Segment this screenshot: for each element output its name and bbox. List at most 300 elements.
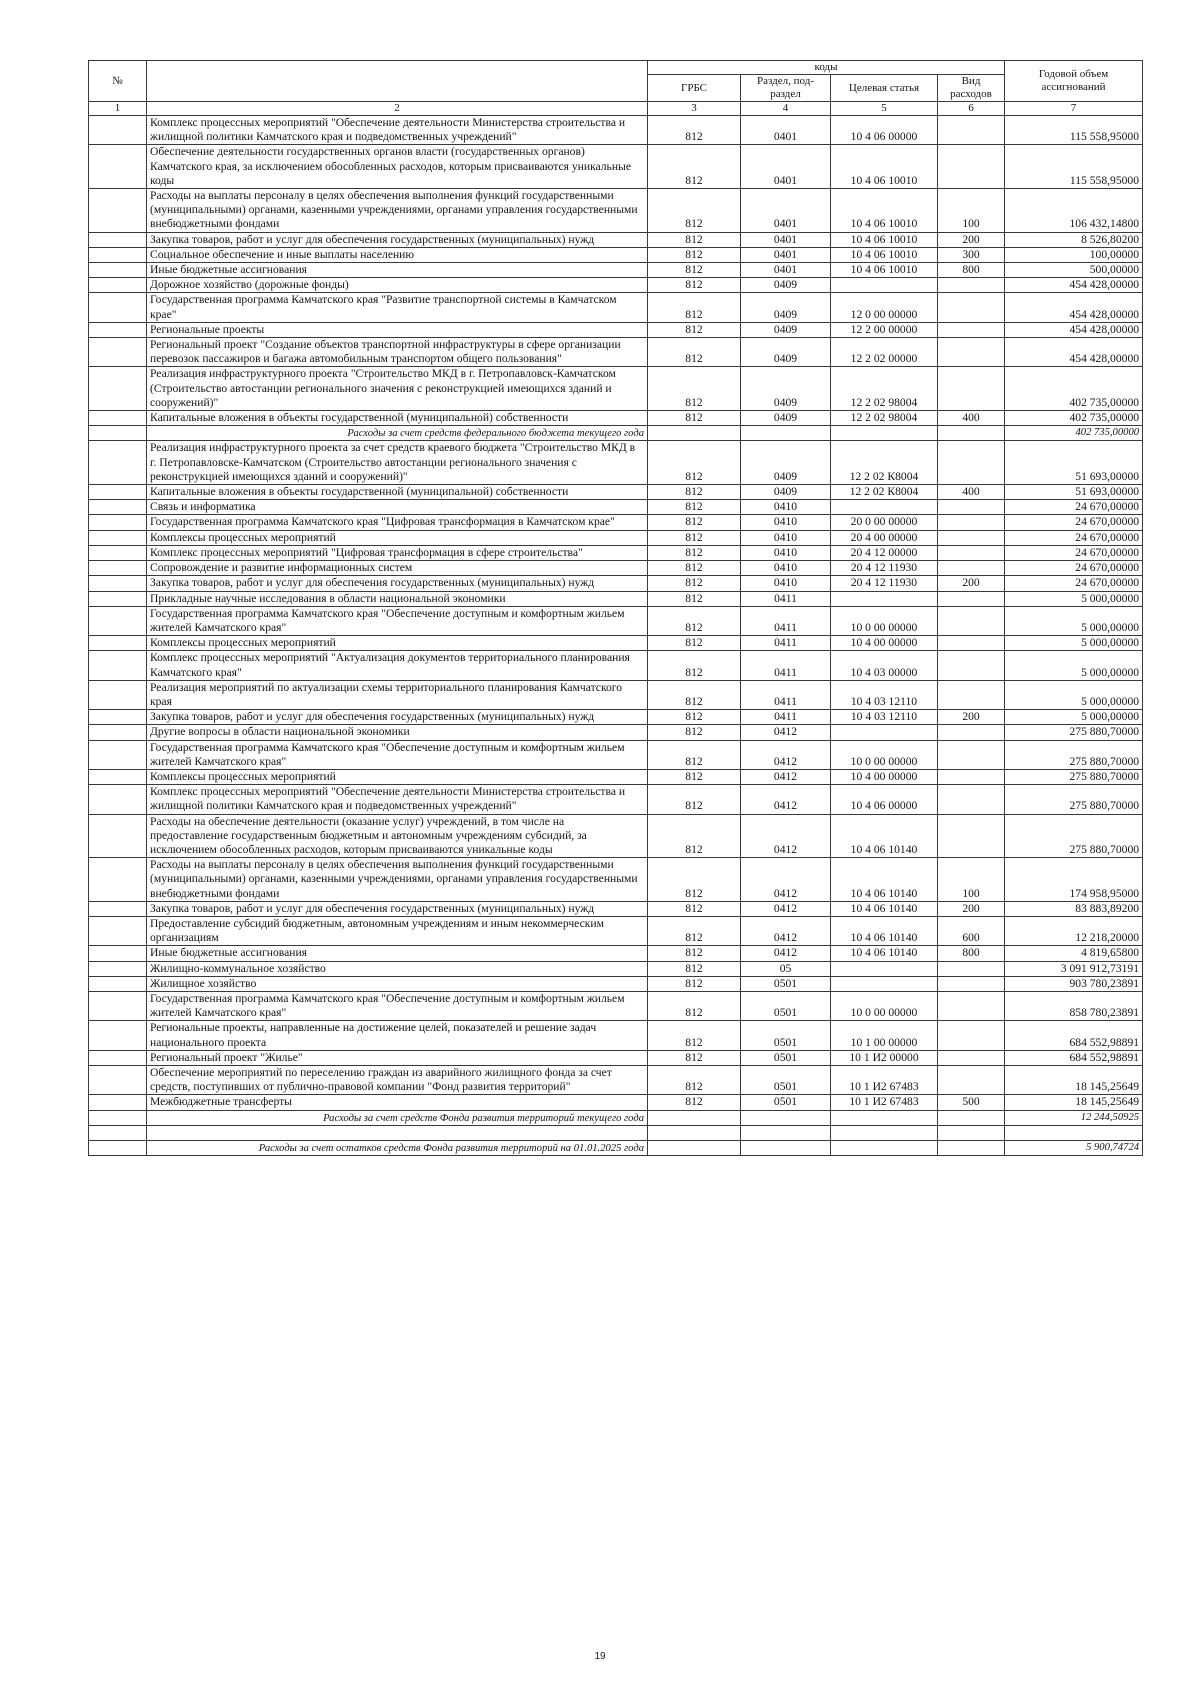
row-number (89, 278, 147, 293)
row-section: 0410 (741, 515, 831, 530)
row-target: 10 4 00 00000 (831, 769, 938, 784)
row-expense-type (938, 426, 1005, 441)
row-number (89, 545, 147, 560)
row-section: 0412 (741, 769, 831, 784)
row-target: 10 4 06 10140 (831, 946, 938, 961)
row-section: 0410 (741, 545, 831, 560)
row-grbs: 812 (648, 500, 741, 515)
row-grbs (648, 426, 741, 441)
row-expense-type: 400 (938, 411, 1005, 426)
row-expense-type (938, 1125, 1005, 1140)
row-number (89, 1125, 147, 1140)
row-expense-type (938, 515, 1005, 530)
row-name: Государственная программа Камчатского края "Обеспечение доступным и комфортным жильем жителей Камчатского края" (147, 740, 648, 769)
table-row (89, 189, 1143, 233)
row-name: Реализация мероприятий по актуализации схемы территориального планирования Камчатского края (147, 680, 648, 709)
row-section: 0401 (741, 189, 831, 233)
row-number (89, 426, 147, 441)
row-grbs: 812 (648, 606, 741, 635)
row-section: 0501 (741, 991, 831, 1020)
table-note-row (89, 1140, 1143, 1155)
row-section: 0410 (741, 500, 831, 515)
row-name: Региональный проект "Жилье" (147, 1050, 648, 1065)
row-amount: 5 000,00000 (1005, 651, 1143, 680)
row-name: Комплекс процессных мероприятий "Обеспечение деятельности Министерства строительства и жилищной политики Камчатского края и подведомственных учреждений" (147, 116, 648, 145)
row-expense-type (938, 441, 1005, 485)
row-name: Связь и информатика (147, 500, 648, 515)
row-name: Иные бюджетные ассигнования (147, 263, 648, 278)
row-number (89, 576, 147, 591)
row-name: Региональный проект "Создание объектов транспортной инфраструктуры в сфере организации перевозок пассажиров и багажа автомобильным транспортом общего пользования" (147, 338, 648, 367)
row-section: 0409 (741, 367, 831, 411)
row-grbs: 812 (648, 961, 741, 976)
row-amount: 100,00000 (1005, 247, 1143, 262)
row-target: 20 0 00 00000 (831, 515, 938, 530)
row-grbs: 812 (648, 946, 741, 961)
row-grbs: 812 (648, 145, 741, 189)
table-row (89, 576, 1143, 591)
row-target: 10 0 00 00000 (831, 740, 938, 769)
table-row (89, 991, 1143, 1020)
row-name: Прикладные научные исследования в области национальной экономики (147, 591, 648, 606)
row-section: 0409 (741, 485, 831, 500)
row-section: 0412 (741, 814, 831, 858)
row-grbs: 812 (648, 232, 741, 247)
row-grbs: 812 (648, 769, 741, 784)
row-expense-type (938, 278, 1005, 293)
row-number (89, 814, 147, 858)
row-section: 0411 (741, 651, 831, 680)
row-section (741, 1125, 831, 1140)
row-name: Государственная программа Камчатского края "Цифровая трансформация в Камчатском крае" (147, 515, 648, 530)
row-number (89, 858, 147, 902)
row-expense-type: 100 (938, 858, 1005, 902)
header-colnum-6: 6 (938, 102, 1005, 116)
row-amount: 5 900,74724 (1005, 1140, 1143, 1155)
row-expense-type (938, 545, 1005, 560)
row-section: 0412 (741, 785, 831, 814)
table-row (89, 814, 1143, 858)
row-expense-type (938, 293, 1005, 322)
row-grbs: 812 (648, 530, 741, 545)
header-section: Раздел, под-раздел (741, 75, 831, 102)
row-grbs: 812 (648, 338, 741, 367)
row-target: 10 4 06 10140 (831, 814, 938, 858)
row-target (831, 961, 938, 976)
row-name (147, 1125, 648, 1140)
row-target: 10 1 И2 00000 (831, 1050, 938, 1065)
row-expense-type: 400 (938, 485, 1005, 500)
header-annual-volume: Годовой объем ассигнований (1005, 61, 1143, 102)
row-grbs: 812 (648, 785, 741, 814)
row-name: Закупка товаров, работ и услуг для обеспечения государственных (муниципальных) нужд (147, 901, 648, 916)
row-amount: 500,00000 (1005, 263, 1143, 278)
row-target: 10 4 06 10010 (831, 145, 938, 189)
row-name: Государственная программа Камчатского края "Развитие транспортной системы в Камчатском крае" (147, 293, 648, 322)
row-name: Реализация инфраструктурного проекта "Строительство МКД в г. Петропавловск-Камчатском (Строительство автостанции регионального значения с реконструкцией имеющихся зданий и сооружений)" (147, 367, 648, 411)
table-row (89, 367, 1143, 411)
row-target: 10 4 03 12110 (831, 680, 938, 709)
row-number (89, 263, 147, 278)
header-name-blank (147, 61, 648, 102)
table-header (89, 61, 1143, 116)
row-expense-type (938, 367, 1005, 411)
row-number (89, 515, 147, 530)
row-grbs: 812 (648, 367, 741, 411)
row-name: Региональные проекты (147, 322, 648, 337)
row-section: 0412 (741, 946, 831, 961)
row-target (831, 1140, 938, 1155)
row-target: 10 1 И2 67483 (831, 1095, 938, 1110)
row-amount: 24 670,00000 (1005, 576, 1143, 591)
table-row (89, 338, 1143, 367)
row-name: Комплекс процессных мероприятий "Цифровая трансформация в сфере строительства" (147, 545, 648, 560)
row-amount: 275 880,70000 (1005, 740, 1143, 769)
table-row (89, 785, 1143, 814)
row-grbs: 812 (648, 740, 741, 769)
row-target (831, 1110, 938, 1125)
row-section (741, 1110, 831, 1125)
row-expense-type (938, 322, 1005, 337)
row-name: Обеспечение деятельности государственных органов власти (государственных органов) Камчатского края, за исключением обособленных расходов, которым присваиваются уникальные коды (147, 145, 648, 189)
row-target: 20 4 12 11930 (831, 561, 938, 576)
table-body (89, 116, 1143, 1156)
row-number (89, 680, 147, 709)
table-row (89, 530, 1143, 545)
row-name: Обеспечение мероприятий по переселению граждан из аварийного жилищного фонда за счет средств, поступивших от публично-правовой компании "Фонд развития территорий" (147, 1066, 648, 1095)
row-target: 10 4 06 10140 (831, 916, 938, 945)
row-number (89, 322, 147, 337)
row-section: 0401 (741, 116, 831, 145)
row-number (89, 591, 147, 606)
row-grbs: 812 (648, 1050, 741, 1065)
row-name: Капитальные вложения в объекты государственной (муниципальной) собственности (147, 411, 648, 426)
row-target: 20 4 12 00000 (831, 545, 938, 560)
row-target: 10 4 00 00000 (831, 636, 938, 651)
row-expense-type (938, 591, 1005, 606)
row-name: Закупка товаров, работ и услуг для обеспечения государственных (муниципальных) нужд (147, 232, 648, 247)
row-name: Расходы за счет остатков средств Фонда развития территорий на 01.01.2025 года (147, 1140, 648, 1155)
row-number (89, 651, 147, 680)
row-amount: 24 670,00000 (1005, 515, 1143, 530)
row-amount: 3 091 912,73191 (1005, 961, 1143, 976)
row-grbs: 812 (648, 515, 741, 530)
row-grbs: 812 (648, 247, 741, 262)
row-number (89, 901, 147, 916)
row-expense-type (938, 1140, 1005, 1155)
page-number: 19 (594, 1651, 606, 1662)
row-number (89, 338, 147, 367)
row-amount: 454 428,00000 (1005, 293, 1143, 322)
row-section: 0411 (741, 636, 831, 651)
row-number (89, 145, 147, 189)
row-name: Предоставление субсидий бюджетным, автономным учреждениям и иным некоммерческим организациям (147, 916, 648, 945)
row-target: 12 2 02 98004 (831, 367, 938, 411)
row-amount: 275 880,70000 (1005, 725, 1143, 740)
row-amount: 83 883,89200 (1005, 901, 1143, 916)
row-grbs: 812 (648, 591, 741, 606)
row-expense-type (938, 1066, 1005, 1095)
row-target (831, 725, 938, 740)
row-target (831, 278, 938, 293)
table-row (89, 247, 1143, 262)
row-amount: 454 428,00000 (1005, 278, 1143, 293)
row-amount: 275 880,70000 (1005, 769, 1143, 784)
row-amount: 24 670,00000 (1005, 545, 1143, 560)
row-amount (1005, 1125, 1143, 1140)
row-target: 20 4 12 11930 (831, 576, 938, 591)
row-name: Иные бюджетные ассигнования (147, 946, 648, 961)
table-row (89, 561, 1143, 576)
row-target: 10 4 06 10010 (831, 232, 938, 247)
row-expense-type (938, 636, 1005, 651)
row-expense-type: 600 (938, 916, 1005, 945)
row-grbs: 812 (648, 1095, 741, 1110)
table-row (89, 901, 1143, 916)
row-target: 12 2 02 00000 (831, 338, 938, 367)
row-name: Сопровождение и развитие информационных систем (147, 561, 648, 576)
row-expense-type (938, 1110, 1005, 1125)
row-target (831, 1125, 938, 1140)
row-section: 0401 (741, 263, 831, 278)
table-row (89, 1095, 1143, 1110)
row-name: Расходы на обеспечение деятельности (оказание услуг) учреждений, в том числе на предоставление государственным бюджетным и автономным учреждениям субсидий, за исключением обособленных расходов, которым присваиваются уникальные коды (147, 814, 648, 858)
row-section: 0409 (741, 278, 831, 293)
row-section: 0412 (741, 901, 831, 916)
header-target: Целевая статья (831, 75, 938, 102)
table-row (89, 636, 1143, 651)
row-expense-type: 200 (938, 710, 1005, 725)
row-section: 0412 (741, 916, 831, 945)
row-amount: 174 958,95000 (1005, 858, 1143, 902)
row-grbs: 812 (648, 411, 741, 426)
row-target: 10 4 06 10010 (831, 263, 938, 278)
row-amount: 275 880,70000 (1005, 814, 1143, 858)
row-amount: 402 735,00000 (1005, 411, 1143, 426)
row-grbs (648, 1140, 741, 1155)
row-amount: 684 552,98891 (1005, 1021, 1143, 1050)
row-number (89, 636, 147, 651)
row-section: 0412 (741, 858, 831, 902)
row-target: 10 0 00 00000 (831, 991, 938, 1020)
table-row (89, 916, 1143, 945)
row-expense-type: 200 (938, 232, 1005, 247)
row-name: Комплексы процессных мероприятий (147, 769, 648, 784)
row-amount: 24 670,00000 (1005, 530, 1143, 545)
row-amount: 51 693,00000 (1005, 441, 1143, 485)
row-name: Жилищное хозяйство (147, 976, 648, 991)
row-name: Комплексы процессных мероприятий (147, 636, 648, 651)
table-row (89, 500, 1143, 515)
row-name: Другие вопросы в области национальной экономики (147, 725, 648, 740)
row-section: 0410 (741, 530, 831, 545)
row-grbs: 812 (648, 545, 741, 560)
row-grbs: 812 (648, 858, 741, 902)
table-row (89, 740, 1143, 769)
row-number (89, 247, 147, 262)
table-row (89, 485, 1143, 500)
row-target (831, 426, 938, 441)
table-row (89, 411, 1143, 426)
row-grbs: 812 (648, 725, 741, 740)
row-section: 0412 (741, 740, 831, 769)
row-name: Расходы на выплаты персоналу в целях обеспечения выполнения функций государственными (муниципальными) органами, казенными учреждениями, органами управления государственными внебюджетными фондами (147, 189, 648, 233)
row-grbs: 812 (648, 636, 741, 651)
row-section: 0410 (741, 561, 831, 576)
row-expense-type (938, 338, 1005, 367)
table-row (89, 1021, 1143, 1050)
row-section: 0501 (741, 1095, 831, 1110)
row-number (89, 785, 147, 814)
table-row (89, 858, 1143, 902)
table-row (89, 441, 1143, 485)
table-row (89, 322, 1143, 337)
row-amount: 106 432,14800 (1005, 189, 1143, 233)
row-section: 0409 (741, 411, 831, 426)
row-number (89, 946, 147, 961)
budget-table (88, 60, 1143, 1156)
row-number (89, 1021, 147, 1050)
row-amount: 858 780,23891 (1005, 991, 1143, 1020)
row-amount: 18 145,25649 (1005, 1095, 1143, 1110)
row-target: 10 0 00 00000 (831, 606, 938, 635)
row-expense-type: 800 (938, 263, 1005, 278)
row-expense-type (938, 1050, 1005, 1065)
row-grbs: 812 (648, 189, 741, 233)
row-expense-type (938, 785, 1005, 814)
row-amount: 454 428,00000 (1005, 322, 1143, 337)
row-name: Комплекс процессных мероприятий "Обеспечение деятельности Министерства строительства и жилищной политики Камчатского края и подведомственных учреждений" (147, 785, 648, 814)
table-row (89, 1066, 1143, 1095)
row-grbs: 812 (648, 561, 741, 576)
table-row (89, 1050, 1143, 1065)
row-amount: 5 000,00000 (1005, 636, 1143, 651)
row-number (89, 367, 147, 411)
table-row (89, 278, 1143, 293)
row-expense-type (938, 1021, 1005, 1050)
row-amount: 454 428,00000 (1005, 338, 1143, 367)
row-target: 20 4 00 00000 (831, 530, 938, 545)
row-number (89, 740, 147, 769)
row-amount: 402 735,00000 (1005, 426, 1143, 441)
row-number (89, 1066, 147, 1095)
row-expense-type: 800 (938, 946, 1005, 961)
row-name: Государственная программа Камчатского края "Обеспечение доступным и комфортным жильем жителей Камчатского края" (147, 606, 648, 635)
row-target (831, 591, 938, 606)
row-amount: 18 145,25649 (1005, 1066, 1143, 1095)
row-name: Капитальные вложения в объекты государственной (муниципальной) собственности (147, 485, 648, 500)
header-colnum-4: 4 (741, 102, 831, 116)
row-name: Региональные проекты, направленные на достижение целей, показателей и решение задач национального проекта (147, 1021, 648, 1050)
row-name: Расходы за счет средств Фонда развития территорий текущего года (147, 1110, 648, 1125)
row-grbs: 812 (648, 441, 741, 485)
row-name: Расходы на выплаты персоналу в целях обеспечения выполнения функций государственными (муниципальными) органами, казенными учреждениями, органами управления государственными внебюджетными фондами (147, 858, 648, 902)
row-target: 12 2 00 00000 (831, 322, 938, 337)
row-number (89, 530, 147, 545)
header-colnum-1: 1 (89, 102, 147, 116)
row-target: 10 4 06 10140 (831, 901, 938, 916)
row-target: 10 4 06 00000 (831, 116, 938, 145)
row-expense-type (938, 530, 1005, 545)
row-section: 0501 (741, 1050, 831, 1065)
row-amount: 24 670,00000 (1005, 500, 1143, 515)
table-note-row (89, 426, 1143, 441)
header-expense-type: Вид расходов (938, 75, 1005, 102)
row-target: 10 4 06 10010 (831, 247, 938, 262)
row-number (89, 991, 147, 1020)
row-grbs: 812 (648, 293, 741, 322)
row-expense-type (938, 769, 1005, 784)
header-colnum-2: 2 (147, 102, 648, 116)
row-expense-type (938, 725, 1005, 740)
header-colnum-5: 5 (831, 102, 938, 116)
row-section: 0501 (741, 976, 831, 991)
row-grbs: 812 (648, 322, 741, 337)
row-expense-type (938, 680, 1005, 709)
row-name: Закупка товаров, работ и услуг для обеспечения государственных (муниципальных) нужд (147, 576, 648, 591)
row-expense-type (938, 116, 1005, 145)
row-grbs: 812 (648, 901, 741, 916)
row-name: Социальное обеспечение и иные выплаты населению (147, 247, 648, 262)
row-target: 10 4 03 12110 (831, 710, 938, 725)
row-expense-type (938, 976, 1005, 991)
table-row (89, 116, 1143, 145)
row-number (89, 769, 147, 784)
table-row (89, 263, 1143, 278)
row-grbs (648, 1125, 741, 1140)
table-row (89, 769, 1143, 784)
row-grbs: 812 (648, 576, 741, 591)
row-name: Комплексы процессных мероприятий (147, 530, 648, 545)
table-row (89, 293, 1143, 322)
row-expense-type (938, 991, 1005, 1020)
row-amount: 5 000,00000 (1005, 591, 1143, 606)
row-number (89, 606, 147, 635)
row-name: Жилищно-коммунальное хозяйство (147, 961, 648, 976)
row-amount: 5 000,00000 (1005, 680, 1143, 709)
row-grbs: 812 (648, 1021, 741, 1050)
row-amount: 684 552,98891 (1005, 1050, 1143, 1065)
row-grbs: 812 (648, 278, 741, 293)
row-target: 12 2 02 К8004 (831, 441, 938, 485)
row-name: Дорожное хозяйство (дорожные фонды) (147, 278, 648, 293)
row-section: 0409 (741, 293, 831, 322)
row-amount: 12 218,20000 (1005, 916, 1143, 945)
table-row (89, 961, 1143, 976)
row-number (89, 710, 147, 725)
row-amount: 51 693,00000 (1005, 485, 1143, 500)
row-number (89, 961, 147, 976)
row-grbs (648, 1110, 741, 1125)
table-row (89, 145, 1143, 189)
row-target: 12 0 00 00000 (831, 293, 938, 322)
row-target: 12 2 02 К8004 (831, 485, 938, 500)
row-amount: 12 244,50925 (1005, 1110, 1143, 1125)
row-expense-type (938, 740, 1005, 769)
table-row (89, 725, 1143, 740)
row-name: Реализация инфраструктурного проекта за счет средств краевого бюджета "Строительство МКД в г. Петропавловске-Камчатском (Строительство автостанции регионального значения с реконструкцией имеющихся зданий и сооружений)" (147, 441, 648, 485)
header-grbs: ГРБС (648, 75, 741, 102)
row-name: Расходы за счет средств федерального бюджета текущего года (147, 426, 648, 441)
budget-sheet (88, 60, 1142, 1156)
table-row (89, 1125, 1143, 1140)
row-expense-type: 500 (938, 1095, 1005, 1110)
row-target: 12 2 02 98004 (831, 411, 938, 426)
row-expense-type: 100 (938, 189, 1005, 233)
row-target: 10 4 03 00000 (831, 651, 938, 680)
row-grbs: 812 (648, 680, 741, 709)
row-section: 0411 (741, 606, 831, 635)
